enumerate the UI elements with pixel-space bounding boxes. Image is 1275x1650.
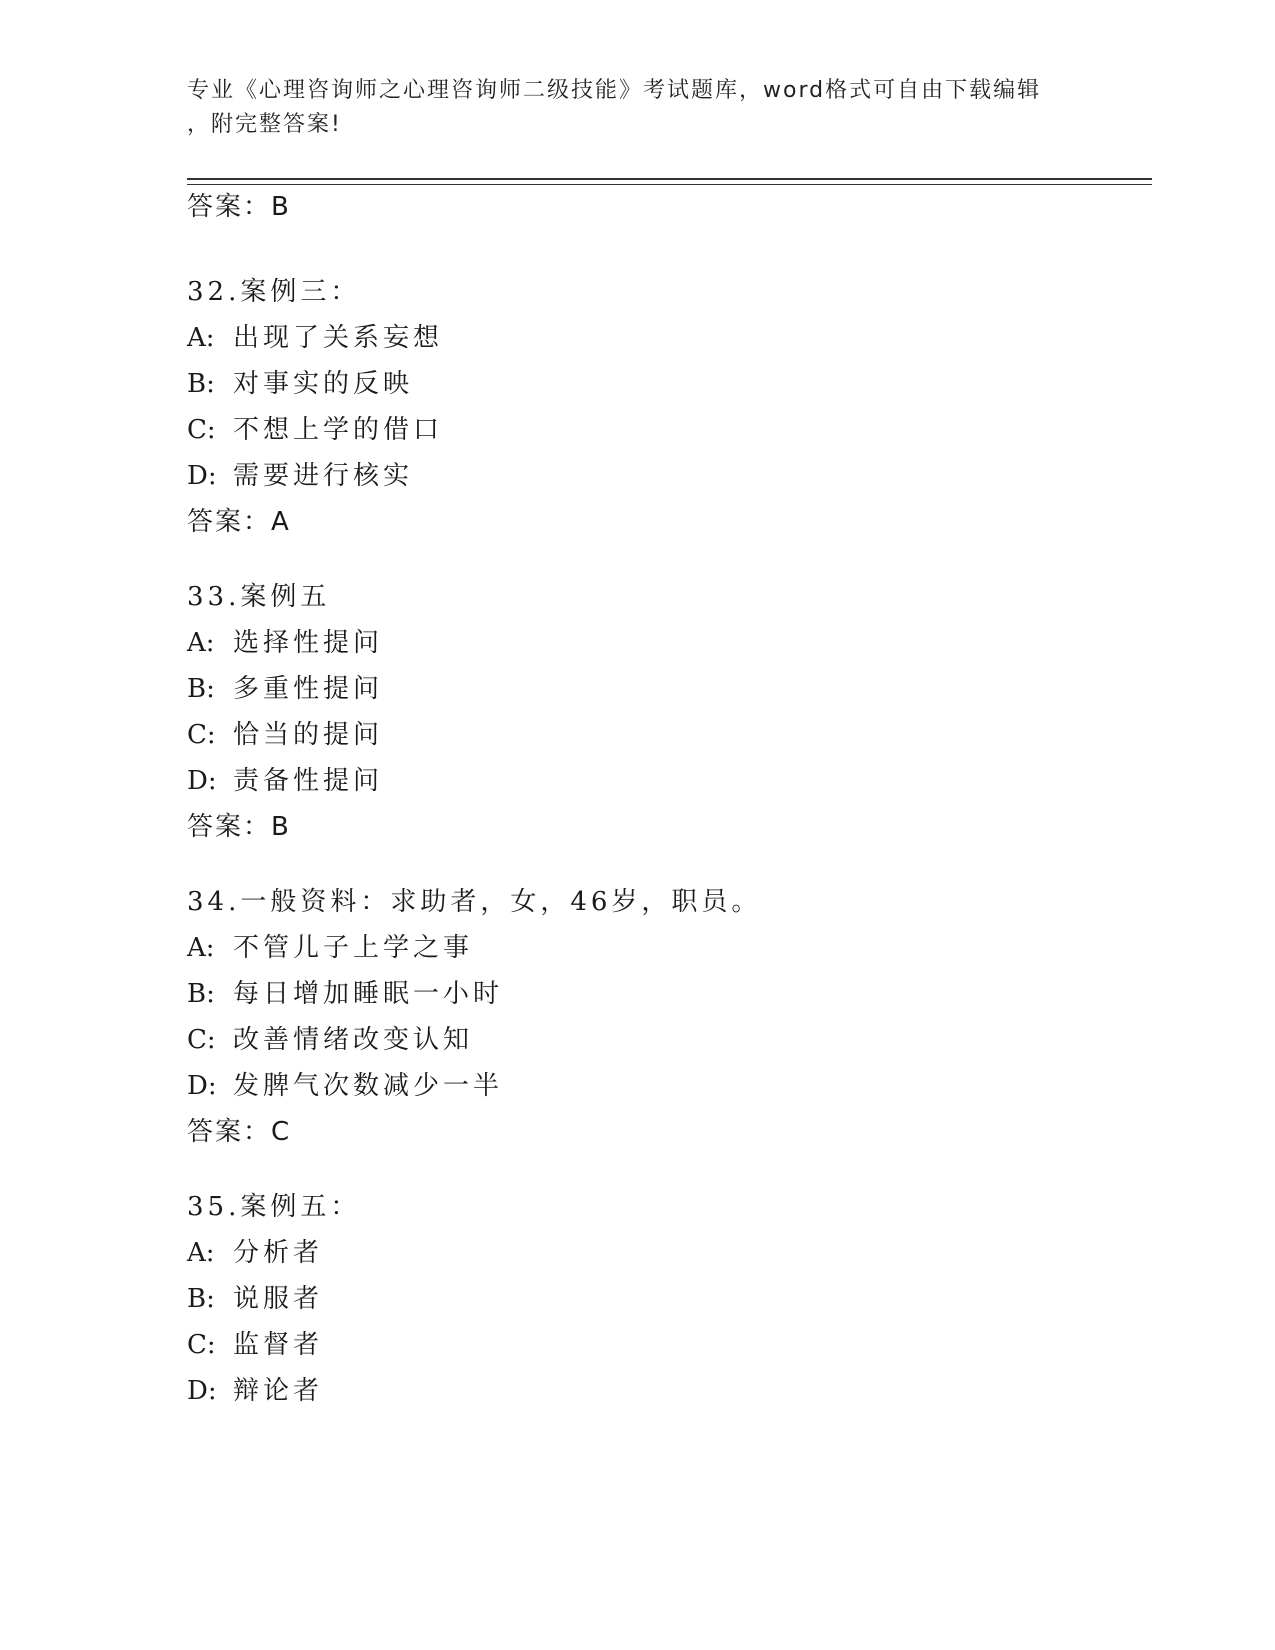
option-letter: D: xyxy=(187,461,217,491)
option-text: 发脾气次数减少一半 xyxy=(233,1071,504,1101)
option-c xyxy=(187,712,383,758)
option-letter: C: xyxy=(187,1330,216,1360)
header-line-1: 专业《心理咨询师之心理咨询师二级技能》考试题库，word格式可自由下载编辑 xyxy=(187,78,1042,103)
question-title: 33.案例五 xyxy=(187,582,331,612)
option-text: 改善情绪改变认知 xyxy=(233,1025,474,1055)
question-33 xyxy=(187,574,383,850)
option-c xyxy=(187,1017,761,1063)
header-line-2: ，附完整答案! xyxy=(187,112,342,137)
option-text: 监督者 xyxy=(233,1330,324,1360)
option-letter: B: xyxy=(187,674,215,704)
option-text: 每日增加睡眠一小时 xyxy=(233,979,504,1009)
option-a xyxy=(187,1230,360,1276)
option-b xyxy=(187,361,443,407)
option-letter: A: xyxy=(187,323,215,353)
option-text: 不管儿子上学之事 xyxy=(233,933,474,963)
header-divider xyxy=(187,178,1152,185)
option-b xyxy=(187,971,761,1017)
question-title: 32.案例三： xyxy=(187,277,361,307)
question-title: 35.案例五： xyxy=(187,1192,361,1222)
option-c xyxy=(187,1322,360,1368)
option-letter: A: xyxy=(187,933,215,963)
option-c xyxy=(187,407,443,453)
answer-line: 答案：C xyxy=(187,1117,292,1147)
answer-line: 答案：B xyxy=(187,812,291,842)
answer-block-31 xyxy=(187,184,291,230)
option-a xyxy=(187,620,383,666)
question-34 xyxy=(187,879,761,1155)
option-d xyxy=(187,1063,761,1109)
option-d xyxy=(187,453,443,499)
option-letter: B: xyxy=(187,1284,215,1314)
option-text: 责备性提问 xyxy=(233,766,384,796)
answer-line: 答案：B xyxy=(187,192,291,222)
option-letter: B: xyxy=(187,979,215,1009)
option-letter: A: xyxy=(187,1238,215,1268)
option-text: 选择性提问 xyxy=(233,628,384,658)
option-letter: C: xyxy=(187,415,216,445)
option-text: 出现了关系妄想 xyxy=(233,323,444,353)
option-text: 辩论者 xyxy=(233,1376,324,1406)
question-35 xyxy=(187,1184,360,1414)
option-text: 恰当的提问 xyxy=(233,720,384,750)
option-text: 不想上学的借口 xyxy=(233,415,444,445)
question-title: 34.一般资料：求助者，女，46岁，职员。 xyxy=(187,887,762,917)
question-32 xyxy=(187,269,443,545)
option-letter: D: xyxy=(187,766,217,796)
option-letter: C: xyxy=(187,720,216,750)
option-text: 对事实的反映 xyxy=(233,369,414,399)
option-letter: D: xyxy=(187,1376,217,1406)
option-b xyxy=(187,666,383,712)
option-text: 分析者 xyxy=(233,1238,324,1268)
option-a xyxy=(187,925,761,971)
option-d xyxy=(187,758,383,804)
option-a xyxy=(187,315,443,361)
option-letter: A: xyxy=(187,628,215,658)
option-text: 说服者 xyxy=(233,1284,324,1314)
option-d xyxy=(187,1368,360,1414)
option-letter: D: xyxy=(187,1071,217,1101)
answer-line: 答案：A xyxy=(187,507,291,537)
option-text: 需要进行核实 xyxy=(233,461,414,491)
option-b xyxy=(187,1276,360,1322)
option-letter: B: xyxy=(187,369,215,399)
option-letter: C: xyxy=(187,1025,216,1055)
document-header xyxy=(187,74,1067,142)
option-text: 多重性提问 xyxy=(233,674,384,704)
